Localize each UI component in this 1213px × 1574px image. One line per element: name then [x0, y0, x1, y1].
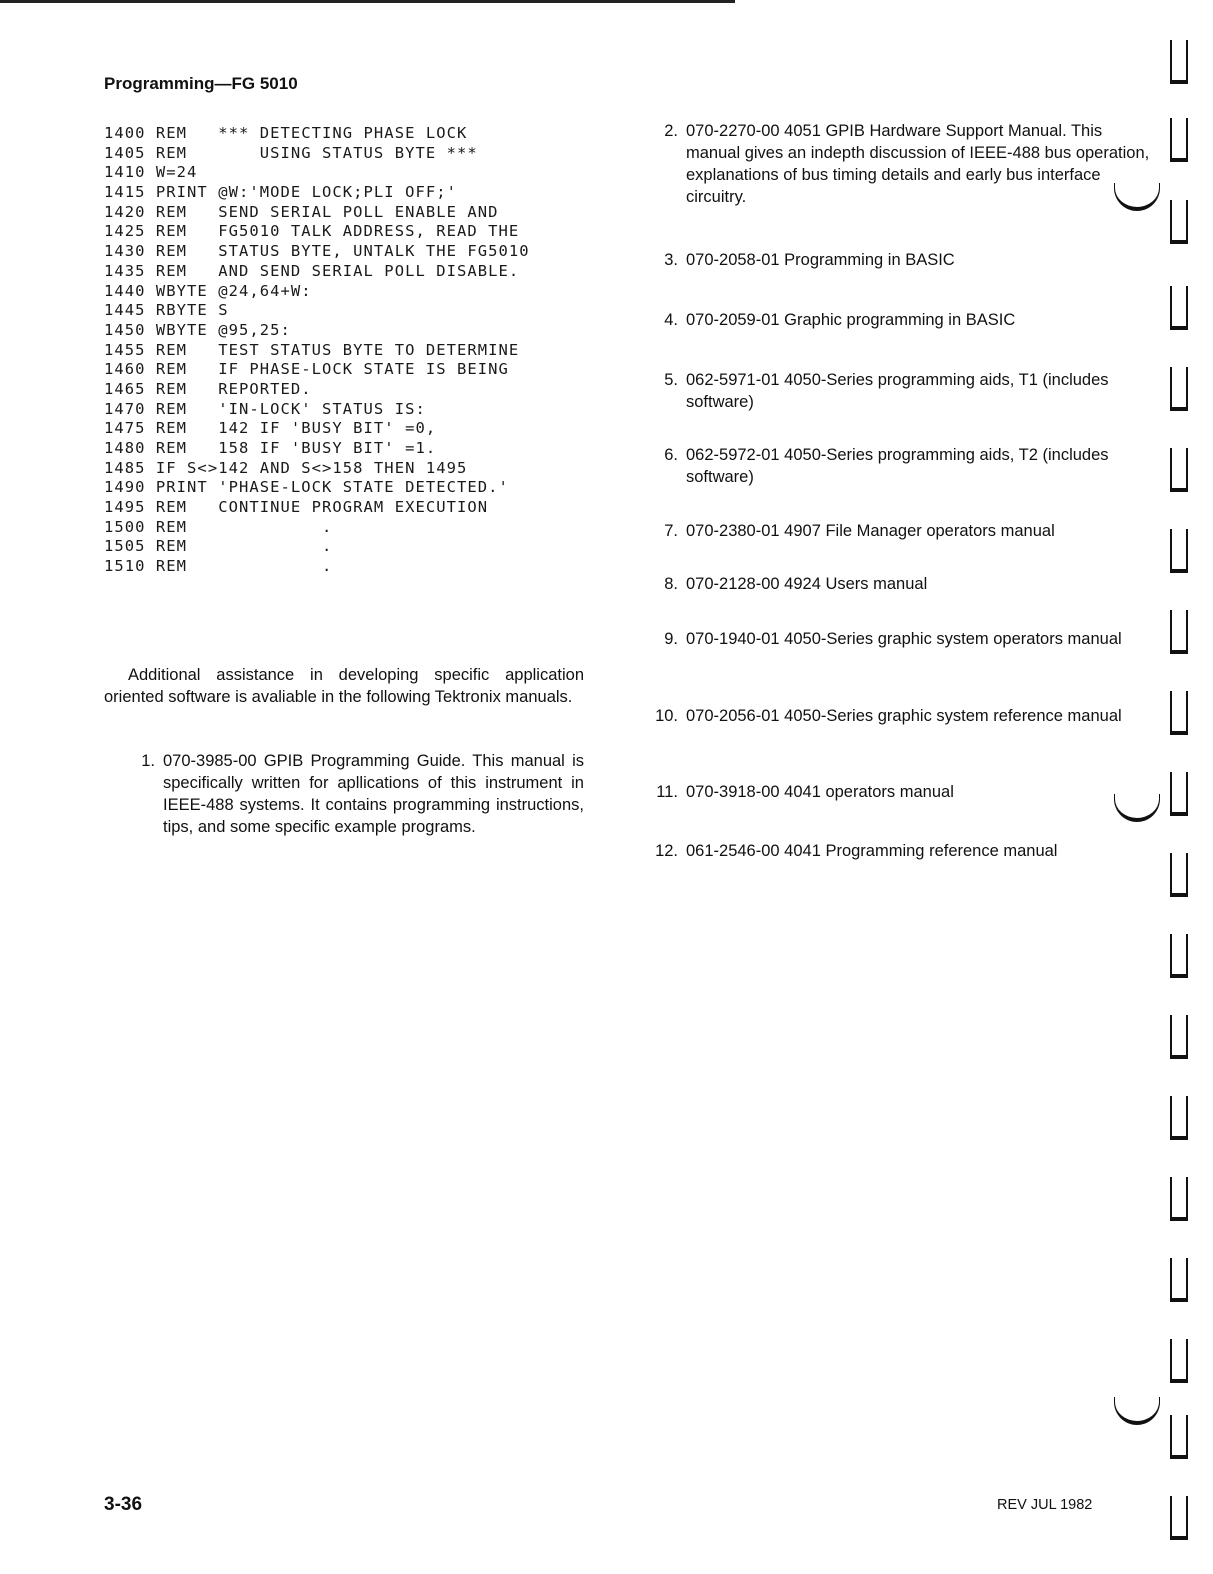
binder-tab: [1170, 286, 1188, 330]
binder-tab: [1170, 853, 1188, 897]
manual-list-left: [128, 750, 584, 838]
item-number: 12.: [655, 842, 678, 860]
code-line: 1410 W=24: [104, 163, 198, 182]
list-item: [651, 369, 1156, 413]
binder-tab: [1170, 40, 1188, 84]
item-number: 3.: [664, 251, 678, 269]
list-item: [651, 120, 1156, 208]
binder-tab: [1170, 610, 1188, 654]
item-number: 8.: [664, 575, 678, 593]
item-text: 070-2058-01 Programming in BASIC: [686, 251, 955, 269]
list-item: [651, 444, 1156, 488]
list-item: [651, 781, 1156, 803]
binder-tab: [1170, 1496, 1188, 1540]
binder-tab: [1170, 1415, 1188, 1459]
code-line: 1450 WBYTE @95,25:: [104, 320, 291, 339]
list-item: [651, 840, 1156, 862]
binder-tab: [1170, 367, 1188, 411]
list-item: [651, 309, 1156, 331]
binder-tab: [1170, 200, 1188, 244]
item-text: 070-2059-01 Graphic programming in BASIC: [686, 311, 1016, 329]
code-line: 1415 PRINT @W:'MODE LOCK;PLI OFF;': [104, 183, 457, 202]
list-item: [651, 249, 1156, 271]
code-line: 1425 REM FG5010 TALK ADDRESS, READ THE: [104, 222, 520, 241]
code-line: 1470 REM 'IN-LOCK' STATUS IS:: [104, 399, 426, 418]
manual-list-right: [651, 0, 1150, 900]
item-number: 5.: [664, 371, 678, 389]
code-line: 1405 REM USING STATUS BYTE ***: [104, 143, 478, 162]
binder-tab: [1170, 1096, 1188, 1140]
item-text: 062-5971-01 4050-Series programming aids, T1 (includes software): [686, 371, 1109, 411]
code-line: 1420 REM SEND SERIAL POLL ENABLE AND: [104, 202, 499, 221]
binder-tab: [1170, 1177, 1188, 1221]
program-listing: [104, 124, 530, 577]
binder-tab: [1170, 118, 1188, 162]
code-line: 1505 REM .: [104, 537, 333, 556]
code-line: 1465 REM REPORTED.: [104, 379, 312, 398]
intro-paragraph: Additional assistance in developing specific application oriented software is avaliable in the following Tektronix manuals.: [104, 666, 584, 706]
item-number: 6.: [664, 446, 678, 464]
list-item: [128, 750, 584, 838]
code-line: 1435 REM AND SEND SERIAL POLL DISABLE.: [104, 261, 520, 280]
code-line: 1430 REM STATUS BYTE, UNTALK THE FG5010: [104, 242, 530, 261]
item-text: 070-2128-00 4924 Users manual: [686, 575, 928, 593]
item-number: 10.: [655, 707, 678, 725]
item-number: 1.: [141, 752, 155, 770]
code-line: 1485 IF S<>142 AND S<>158 THEN 1495: [104, 458, 468, 477]
binder-tab: [1170, 448, 1188, 492]
code-line: 1440 WBYTE @24,64+W:: [104, 281, 312, 300]
item-number: 9.: [664, 630, 678, 648]
code-line: 1480 REM 158 IF 'BUSY BIT' =1.: [104, 439, 437, 457]
code-line: 1490 PRINT 'PHASE-LOCK STATE DETECTED.': [104, 478, 509, 497]
item-text: 070-1940-01 4050-Series graphic system operators manual: [686, 630, 1122, 648]
code-line: 1400 REM *** DETECTING PHASE LOCK: [104, 124, 468, 142]
binder-tab: [1170, 772, 1188, 816]
binder-tab: [1170, 1015, 1188, 1059]
list-item: [651, 628, 1156, 650]
code-line: 1475 REM 142 IF 'BUSY BIT' =0,: [104, 419, 437, 438]
top-rule: [0, 0, 735, 3]
binder-tab: [1170, 691, 1188, 735]
binder-tab: [1170, 1258, 1188, 1302]
item-number: 4.: [664, 311, 678, 329]
item-text: 070-2270-00 4051 GPIB Hardware Support Manual. This manual gives an indepth discussion of IEEE-488 bus operation, explanations of bus timing details and early bus interface circuitry.: [686, 122, 1150, 206]
item-text: 061-2546-00 4041 Programming reference manual: [686, 842, 1058, 860]
binder-tab: [1170, 934, 1188, 978]
item-number: 2.: [664, 122, 678, 140]
code-line: 1455 REM TEST STATUS BYTE TO DETERMINE: [104, 340, 520, 359]
item-text: 062-5972-01 4050-Series programming aids, T2 (includes software): [686, 446, 1109, 486]
item-number: 11.: [656, 783, 678, 801]
item-text: 070-3918-00 4041 operators manual: [686, 783, 954, 801]
item-text: 070-3985-00 GPIB Programming Guide. This manual is specifically written for apllications of this instrument in IEEE-488 systems. It contains programming instructions, tips, and some specific example programs.: [163, 752, 584, 836]
list-item: [651, 573, 1156, 595]
binder-tab: [1170, 529, 1188, 573]
revision-date: REV JUL 1982: [997, 1497, 1093, 1513]
item-text: 070-2056-01 4050-Series graphic system reference manual: [686, 707, 1122, 725]
item-text: 070-2380-01 4907 File Manager operators manual: [686, 522, 1055, 540]
page-header-title: Programming—FG 5010: [104, 74, 298, 93]
binder-tab: [1170, 1339, 1188, 1383]
item-number: 7.: [664, 522, 678, 540]
list-item: [651, 520, 1156, 542]
binder-ring: [1114, 1397, 1160, 1425]
code-line: 1510 REM .: [104, 557, 333, 576]
code-line: 1460 REM IF PHASE-LOCK STATE IS BEING: [104, 360, 509, 379]
code-line: 1500 REM .: [104, 517, 333, 536]
page-number: 3-36: [104, 1494, 143, 1515]
code-line: 1445 RBYTE S: [104, 301, 229, 320]
list-item: [651, 705, 1156, 727]
code-line: 1495 REM CONTINUE PROGRAM EXECUTION: [104, 498, 489, 517]
